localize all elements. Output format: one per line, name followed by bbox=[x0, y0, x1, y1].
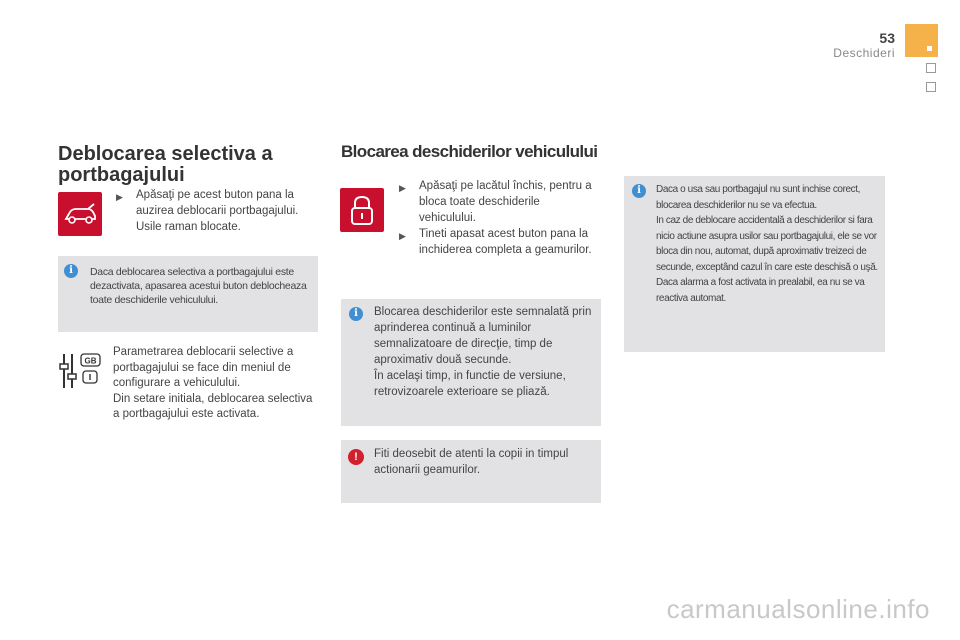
info-text: Daca o usa sau portbagajul nu sunt inchise corect, blocarea deschiderilor nu se va efectua. In caz de deblocare accidentală a deschiderilor si fara nicio actiune asupra usilor sau portbagajului, ele se vor bloca din nou, automat, după aproximativ treizeci de secunde, exceptând cazul în care este deschisă o uşă. Daca alarma a fost activata in prealabil, ea nu se va reactiva automat. bbox=[656, 184, 878, 304]
chapter-tab-empty[interactable] bbox=[926, 82, 936, 92]
section-heading-lock: Blocarea deschiderilor vehiculului bbox=[341, 142, 598, 161]
page-number: 53 bbox=[879, 30, 895, 46]
param-text: Parametrarea deblocarii selective a portbagajului se face din meniul de configurare a vehiculului. Din setare initiala, deblocarea selectiva a portbagajului este activata. bbox=[113, 346, 313, 420]
trunk-unlock-key-icon bbox=[58, 192, 102, 236]
lock-bullet-2 bbox=[399, 226, 599, 258]
info-box-selective-unlock bbox=[58, 256, 318, 332]
bullet-arrow-icon: ▶ bbox=[116, 192, 123, 202]
watermark: carmanualsonline.info bbox=[666, 594, 930, 624]
info-text: Daca deblocarea selectiva a portbagajului este dezactivata, apasarea acestui buton deblocheaza toate deschiderile vehiculului. bbox=[90, 266, 307, 306]
bullet-arrow-icon: ▶ bbox=[399, 183, 406, 193]
lock-instruction-1: Apăsaţi pe lacătul închis, pentru a bloca toate deschiderile vehiculului. bbox=[419, 180, 592, 224]
padlock-key-icon bbox=[340, 188, 384, 232]
settings-sliders-icon bbox=[56, 350, 104, 394]
settings-badge-text: GB bbox=[84, 356, 97, 366]
info-icon: i bbox=[632, 184, 646, 198]
info-icon: i bbox=[64, 264, 78, 278]
tab-marker bbox=[927, 46, 932, 51]
warning-box-children bbox=[341, 440, 601, 503]
chapter-title: Deschideri bbox=[833, 46, 895, 60]
trunk-unlock-bullet bbox=[116, 187, 316, 235]
warning-text: Fiti deosebit de atenti la copii in timpul actionarii geamurilor. bbox=[374, 448, 569, 476]
section-heading-trunk-unlock: Deblocarea selectiva a portbagajului bbox=[58, 143, 273, 186]
bullet-arrow-icon: ▶ bbox=[399, 231, 406, 241]
info-box-lock-failure bbox=[624, 176, 885, 352]
lock-instruction-2: Tineti apasat acest buton pana la inchiderea completa a geamurilor. bbox=[419, 228, 592, 256]
lock-bullet-1 bbox=[399, 178, 599, 226]
chapter-tab[interactable] bbox=[905, 24, 938, 57]
info-text: Blocarea deschiderilor este semnalată prin aprinderea continuă a luminilor semnalizatoare de direcţie, timp de aproximativ două secunde. În acelaşi timp, in functie de versiune, retrovizoarele exterioare se pliază. bbox=[374, 306, 592, 398]
chapter-tab-empty[interactable] bbox=[926, 63, 936, 73]
warning-icon: ! bbox=[348, 449, 364, 465]
info-icon: i bbox=[349, 307, 363, 321]
info-box-lock-signal bbox=[341, 299, 601, 426]
trunk-unlock-instruction: Apăsaţi pe acest buton pana la auzirea deblocarii portbagajului. Usile raman blocate. bbox=[136, 189, 299, 233]
